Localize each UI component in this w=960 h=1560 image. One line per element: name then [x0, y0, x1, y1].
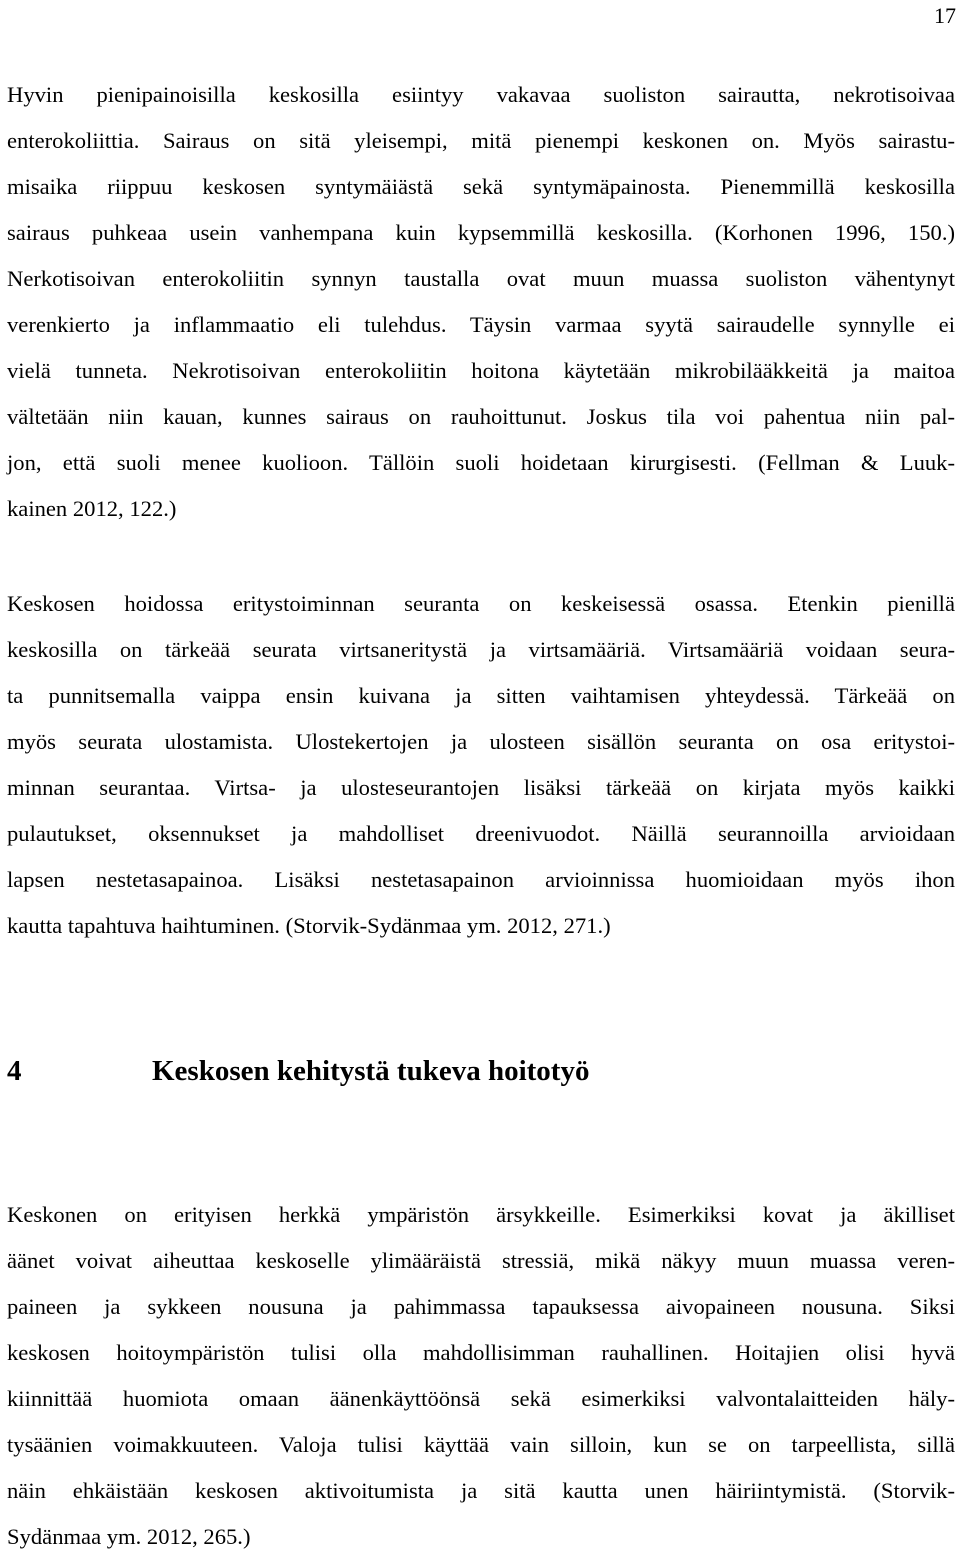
text-line: Hyvin pienipainoisilla keskosilla esiintyy vakavaa suoliston sairautta, nekrotisoivaa	[7, 82, 955, 107]
text-line: sairaus puhkeaa usein vanhempana kuin kypsemmillä keskosilla. (Korhonen 1996, 150.)	[7, 220, 955, 245]
text-line: näin ehkäistään keskosen aktivoitumista ja sitä kautta unen häiriintymistä. (Storvik-	[7, 1478, 955, 1503]
section-title: Keskosen kehitystä tukeva hoitotyö	[152, 1055, 590, 1087]
text-line: kiinnittää huomiota omaan äänenkäyttöönsä sekä esimerkiksi valvontalaitteiden häly-	[7, 1386, 955, 1411]
paragraph-necrotizing-enterocolitis	[7, 72, 955, 532]
section-number: 4	[7, 1055, 22, 1087]
text-line: keskosilla on tärkeää seurata virtsaneritystä ja virtsamääriä. Virtsamääriä voidaan seura-	[7, 637, 955, 662]
text-line: keskosen hoitoympäristön tulisi olla mahdollisimman rauhallinen. Hoitajien olisi hyvä	[7, 1340, 955, 1365]
text-line: myös seurata ulostamista. Ulostekertojen ja ulosteen sisällön seuranta on osa eritystoi-	[7, 729, 955, 754]
text-line: vältetään niin kauan, kunnes sairaus on rauhoittunut. Joskus tila voi pahentua niin pal-	[7, 404, 955, 429]
text-line: Nerkotisoivan enterokoliitin synnyn taustalla ovat muun muassa suoliston vähentynyt	[7, 266, 955, 291]
text-line: tysäänien voimakkuuteen. Valoja tulisi käyttää vain silloin, kun se on tarpeellista, sillä	[7, 1432, 955, 1457]
text-line: Keskosen hoidossa eritystoiminnan seuranta on keskeisessä osassa. Etenkin pienillä	[7, 591, 955, 616]
paragraph-excretion-monitoring	[7, 581, 955, 949]
text-line: paineen ja sykkeen nousuna ja pahimmassa tapauksessa aivopaineen nousuna. Siksi	[7, 1294, 955, 1319]
text-line: jon, että suoli menee kuolioon. Tällöin suoli hoidetaan kirurgisesti. (Fellman & Luuk-	[7, 450, 955, 475]
text-line: minnan seurantaa. Virtsa- ja ulosteseurantojen lisäksi tärkeää on kirjata myös kaikki	[7, 775, 955, 800]
section-heading	[7, 1048, 589, 1094]
text-line: ta punnitsemalla vaippa ensin kuivana ja sitten vaihtamisen yhteydessä. Tärkeää on	[7, 683, 955, 708]
text-line: äänet voivat aiheuttaa keskoselle ylimääräistä stressiä, mikä näkyy muun muassa veren-	[7, 1248, 955, 1273]
text-line: Keskonen on erityisen herkkä ympäristön ärsykkeille. Esimerkiksi kovat ja äkilliset	[7, 1202, 955, 1227]
paragraph-environment-stimuli	[7, 1192, 955, 1560]
text-line: vielä tunneta. Nekrotisoivan enterokoliitin hoitona käytetään mikrobilääkkeitä ja maitoa	[7, 358, 955, 383]
text-line: kautta tapahtuva haihtuminen. (Storvik-Sydänmaa ym. 2012, 271.)	[7, 913, 611, 938]
text-line: kainen 2012, 122.)	[7, 496, 177, 521]
text-line: pulautukset, oksennukset ja mahdolliset dreenivuodot. Näillä seurannoilla arvioidaan	[7, 821, 955, 846]
text-line: misaika riippuu keskosen syntymäiästä sekä syntymäpainosta. Pienemmillä keskosilla	[7, 174, 955, 199]
text-line: enterokoliittia. Sairaus on sitä yleisempi, mitä pienempi keskonen on. Myös sairastu-	[7, 128, 955, 153]
text-line: lapsen nestetasapainoa. Lisäksi nestetasapainon arvioinnissa huomioidaan myös ihon	[7, 867, 955, 892]
page-number: 17	[934, 3, 956, 28]
text-line: Sydänmaa ym. 2012, 265.)	[7, 1524, 251, 1549]
text-line: verenkierto ja inflammaatio eli tulehdus. Täysin varmaa syytä sairaudelle synnylle ei	[7, 312, 955, 337]
